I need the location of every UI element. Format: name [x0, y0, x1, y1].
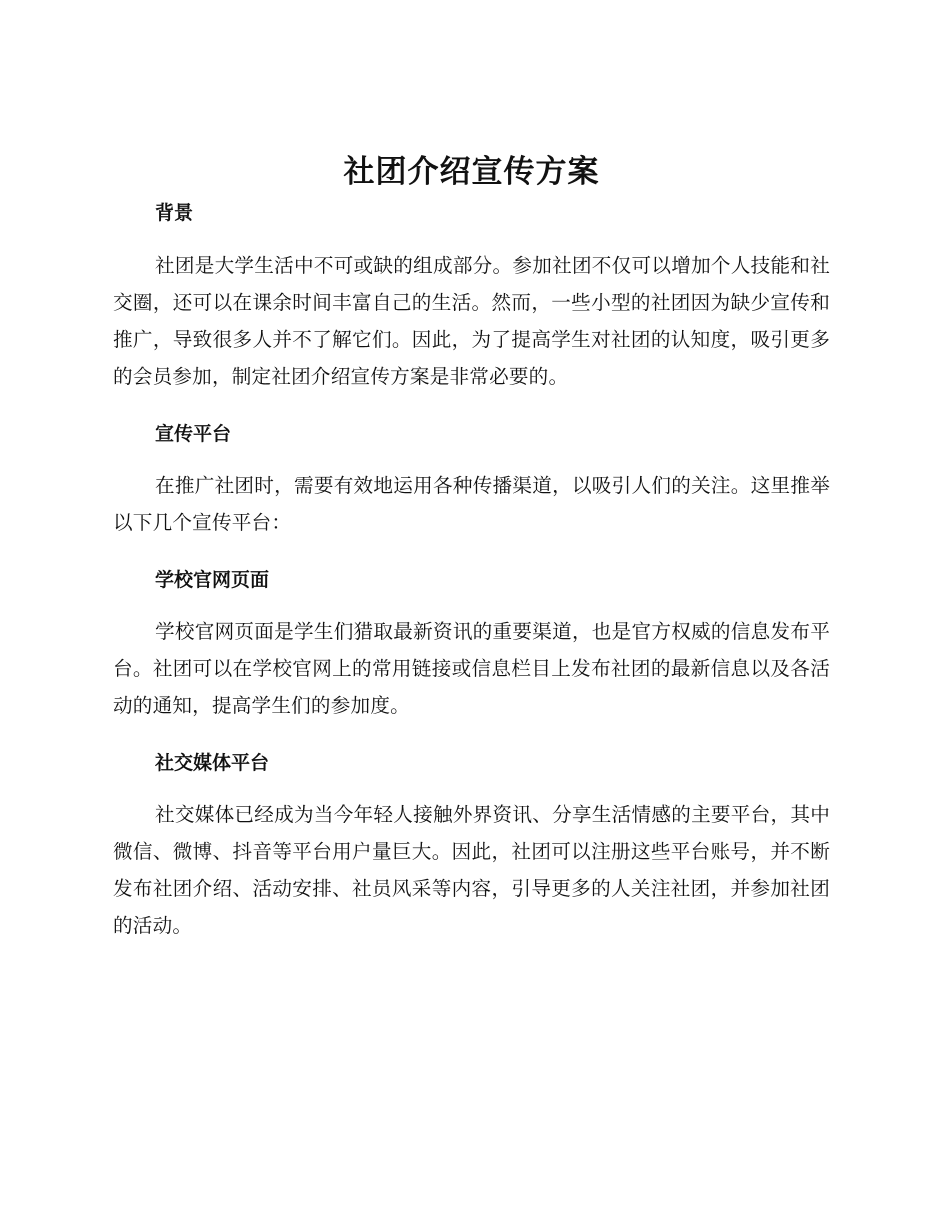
spacer	[113, 778, 830, 796]
spacer	[113, 595, 830, 613]
document-title: 社团介绍宣传方案	[343, 154, 600, 190]
spacer	[113, 395, 830, 419]
section-heading-background: 背景	[155, 202, 194, 224]
section-paragraph-social-media: 社交媒体已经成为当今年轻人接触外界资讯、分享生活情感的主要平台，其中微信、微博、抖音等平台用户量巨大。因此，社团可以注册这些平台账号，并不断发布社团介绍、活动安排、社员风采等内容，引导更多的人关注社团，并参加社团的活动。	[113, 803, 830, 937]
spacer	[113, 228, 830, 247]
section-heading-social-media: 社交媒体平台	[155, 752, 270, 774]
section-paragraph-background: 社团是大学生活中不可或缺的组成部分。参加社团不仅可以增加个人技能和社交圈，还可以在课余时间丰富自己的生活。然而，一些小型的社团因为缺少宣传和推广，导致很多人并不了解它们。因此，为了提高学生对社团的认知度，吸引更多的会员参加，制定社团介绍宣传方案是非常必要的。	[113, 254, 830, 388]
section-heading-platforms: 宣传平台	[155, 423, 232, 445]
document-page	[113, 150, 830, 944]
spacer	[113, 724, 830, 748]
section-heading-school-website: 学校官网页面	[155, 569, 270, 591]
section-paragraph-platforms: 在推广社团时，需要有效地运用各种传播渠道，以吸引人们的关注。这里推举以下几个宣传平台：	[113, 474, 830, 534]
spacer	[113, 449, 830, 467]
section-paragraph-school-website: 学校官网页面是学生们猎取最新资讯的重要渠道，也是官方权威的信息发布平台。社团可以在学校官网上的常用链接或信息栏目上发布社团的最新信息以及各活动的通知，提高学生们的参加度。	[113, 620, 830, 717]
spacer	[113, 541, 830, 565]
